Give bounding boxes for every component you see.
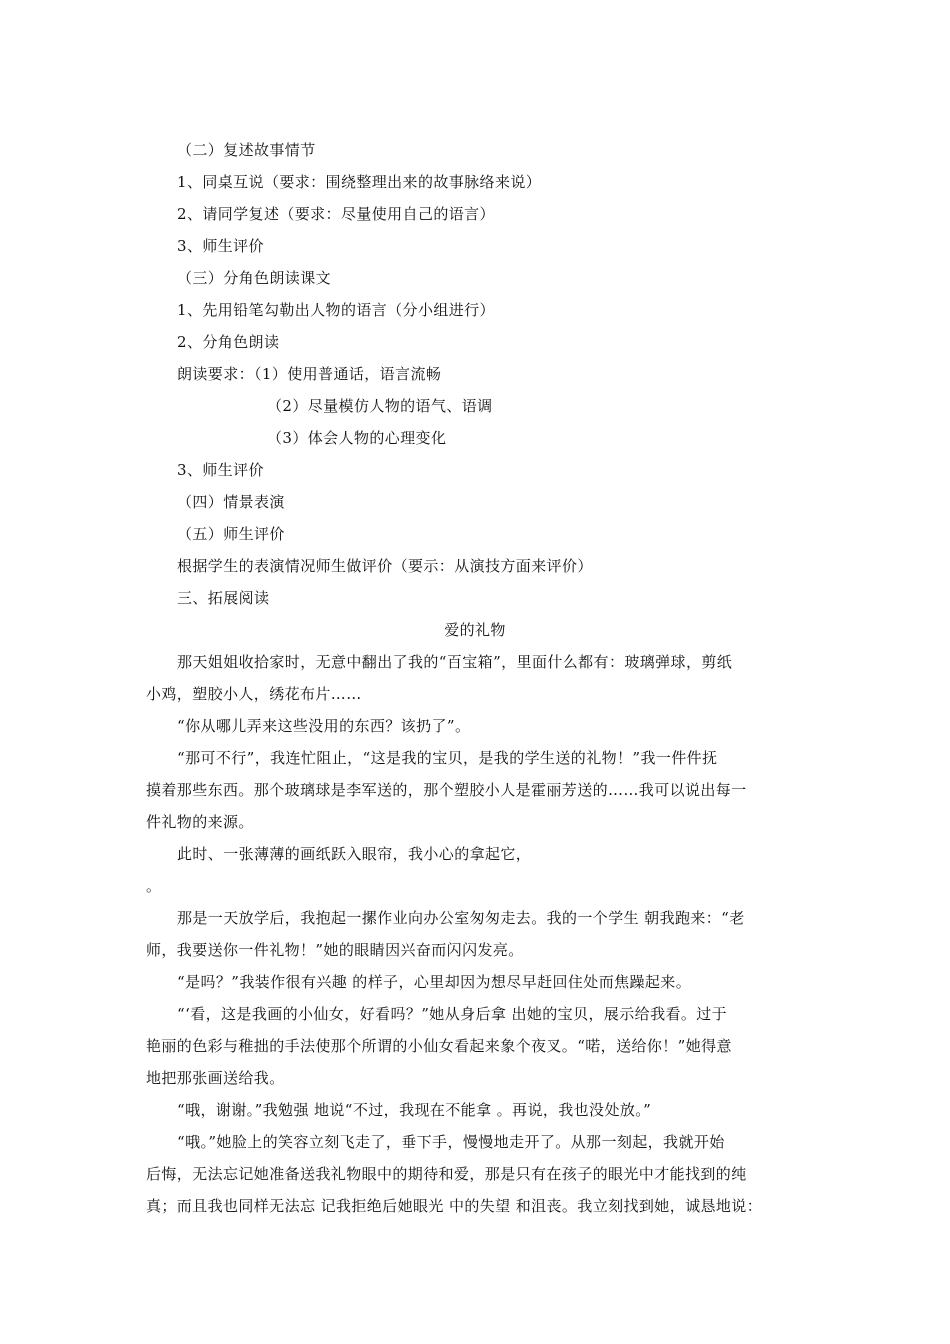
story-title: 爱的礼物 — [444, 621, 506, 639]
story-line: 。 — [146, 877, 162, 895]
outline-line: 1、同桌互说（要求：围绕整理出来的故事脉络来说） — [177, 173, 542, 191]
outline-line: 三、拓展阅读 — [177, 589, 270, 607]
outline-line: 3、师生评价 — [177, 461, 264, 479]
story-line: 艳丽的色彩与稚拙的手法使那个所谓的小仙女看起来象个夜叉。“喏，送给你！”她得意 — [146, 1037, 732, 1055]
outline-line: 1、先用铅笔勾勒出人物的语言（分小组进行） — [177, 301, 495, 319]
story-line: 师，我要送你一件礼物！”她的眼睛因兴奋而闪闪发亮。 — [146, 941, 524, 959]
story-line: 那是一天放学后，我抱起一摞作业向办公室匆匆走去。我的一个学生 朝我跑来：“老 — [177, 909, 745, 927]
outline-line: 2、请同学复述（要求：尽量使用自己的语言） — [177, 205, 495, 223]
outline-line: 2、分角色朗读 — [177, 333, 280, 351]
outline-line: （五）师生评价 — [177, 525, 285, 543]
story-line: 地把那张画送给我。 — [146, 1069, 285, 1087]
story-line: 那天姐姐收拾家时，无意中翻出了我的“百宝箱”，里面什么都有：玻璃弹球，剪纸 — [177, 653, 733, 671]
outline-line: 3、师生评价 — [177, 237, 264, 255]
outline-line: （3）体会人物的心理变化 — [267, 429, 447, 447]
story-line: 此时、一张薄薄的画纸跃入眼帘，我小心的拿起它， — [177, 845, 532, 863]
story-line: “哦，谢谢。”我勉强 地说“不过，我现在不能拿 。再说，我也没处放。” — [177, 1101, 652, 1119]
outline-line: （四）情景表演 — [177, 493, 285, 511]
outline-line: 朗读要求：（1）使用普通话，语言流畅 — [177, 365, 442, 383]
story-line: “哦。”她脸上的笑容立刻飞走了，垂下手，慢慢地走开了。从那一刻起，我就开始 — [177, 1133, 725, 1151]
story-line: 件礼物的来源。 — [146, 813, 254, 831]
story-line: 后悔，无法忘记她准备送我礼物眼中的期待和爱，那是只有在孩子的眼光中才能找到的纯 — [146, 1165, 747, 1183]
story-line: “‘看，这是我画的小仙女，好看吗？”她从身后拿 出她的宝贝，展示给我看。过于 — [177, 1005, 728, 1023]
outline-line: （2）尽量模仿人物的语气、语调 — [267, 397, 493, 415]
story-line: 真；而且我也同样无法忘 记我拒绝后她眼光 中的失望 和沮丧。我立刻找到她，诚恳地说： — [146, 1197, 763, 1215]
outline-line: （三）分角色朗读课文 — [177, 269, 332, 287]
story-line: “你从哪儿弄来这些没用的东西？该扔了”。 — [177, 717, 471, 735]
story-line: 小鸡，塑胶小人，绣花布片…… — [146, 685, 362, 703]
story-line: “那可不行”，我连忙阻止，“这是我的宝贝，是我的学生送的礼物！”我一件件抚 — [177, 749, 718, 767]
outline-line: （二）复述故事情节 — [177, 141, 316, 159]
story-line: 摸着那些东西。那个玻璃球是李军送的，那个塑胶小人是霍丽芳送的……我可以说出每一 — [146, 781, 747, 799]
outline-line: 根据学生的表演情况师生做评价（要示：从演技方面来评价） — [177, 557, 593, 575]
story-line: “是吗？”我装作很有兴趣 的样子，心里却因为想尽早赶回住处而焦躁起来。 — [177, 973, 692, 991]
